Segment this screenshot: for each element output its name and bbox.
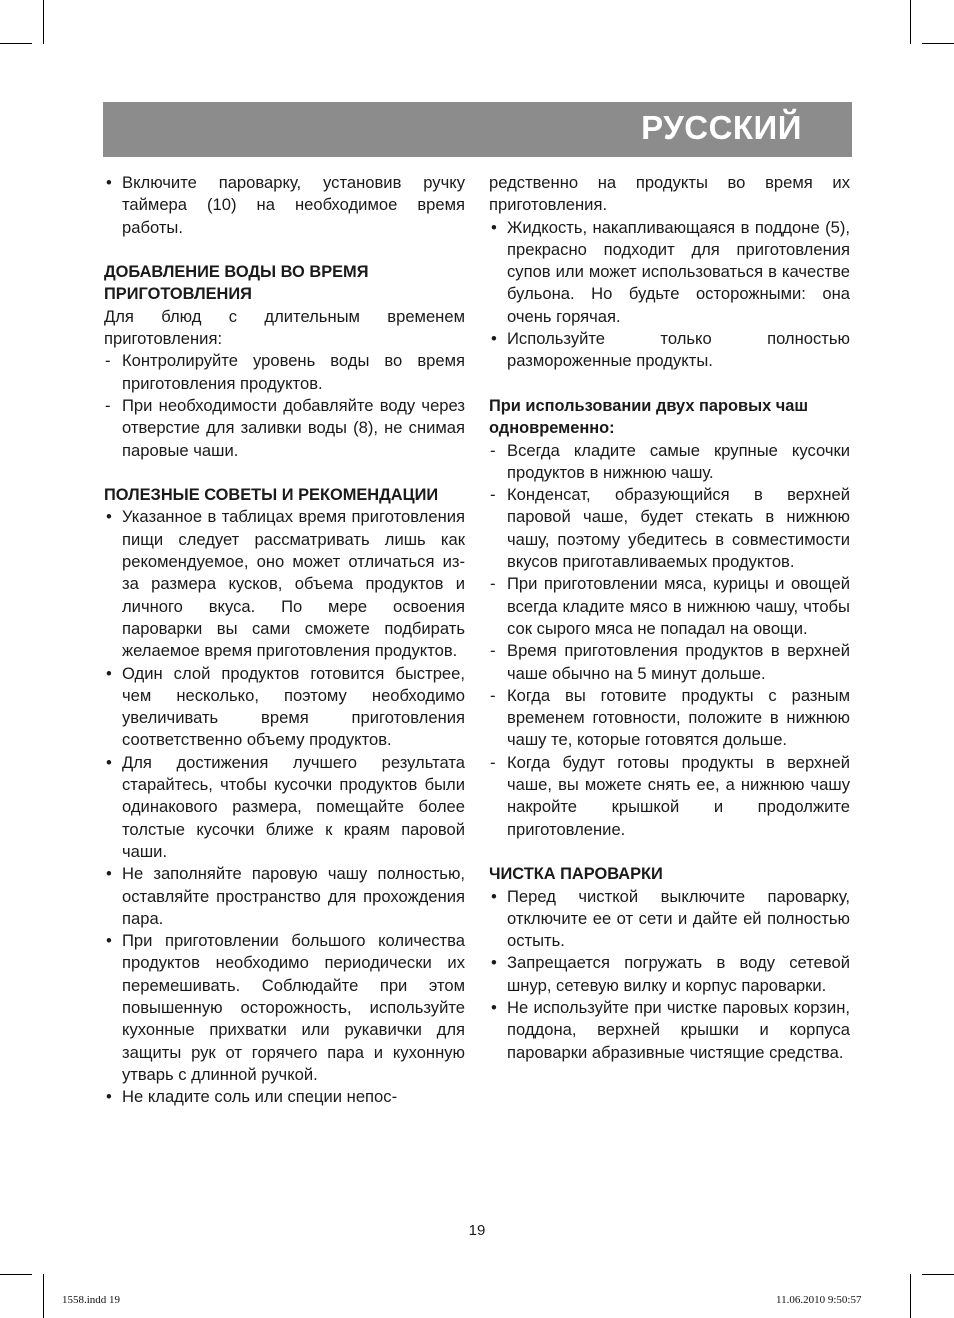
dash-list-item bbox=[489, 484, 850, 573]
bullet-list-item bbox=[489, 997, 850, 1064]
bullet-marker: • bbox=[106, 663, 112, 683]
list-item-text: Один слой продуктов готовится быстрее, чем несколько, поэтому необходимо увеличивать время приготовления соответственно объему продуктов. bbox=[122, 663, 465, 750]
bullet-list-item bbox=[104, 172, 465, 239]
dash-list-item bbox=[489, 573, 850, 640]
language-header-bar bbox=[103, 102, 852, 157]
dash-marker: - bbox=[490, 574, 496, 594]
section-heading: ПОЛЕЗНЫЕ СОВЕТЫ И РЕКОМЕНДАЦИИ bbox=[104, 486, 439, 505]
dash-marker: - bbox=[490, 440, 496, 460]
bullet-list-item bbox=[104, 663, 465, 752]
section-spacer bbox=[104, 239, 465, 261]
crop-mark bbox=[0, 1274, 32, 1275]
list-item-text: Всегда кладите самые крупные кусочки продуктов в нижнюю чашу. bbox=[507, 440, 850, 482]
paragraph: Для блюд с длительным временем приготовления: bbox=[104, 306, 465, 349]
slug-file-info: 1558.indd 19 bbox=[62, 1294, 121, 1306]
crop-mark bbox=[43, 0, 44, 44]
list-item-text: Время приготовления продуктов в верхней чаше обычно на 5 минут дольше. bbox=[507, 641, 850, 683]
continued-paragraph: редственно на продукты во время их приготовления. bbox=[489, 173, 850, 215]
section-spacer bbox=[489, 373, 850, 395]
list-item-text: Указанное в таблицах время приготовления пищи следует рассматривать лишь как рекомендуемое, оно может отличаться из-за размера кусков, объема продуктов и личного вкуса. По мере освоения пароварки вы сами сможете подбирать желаемое время приготовления продуктов. bbox=[122, 507, 465, 661]
right-column bbox=[489, 172, 850, 1064]
dash-list-item bbox=[489, 640, 850, 685]
bullet-marker: • bbox=[491, 997, 497, 1017]
slug-date-time: 11.06.2010 9:50:57 bbox=[776, 1294, 862, 1306]
bullet-list-item bbox=[104, 930, 465, 1086]
dash-marker: - bbox=[490, 485, 496, 505]
bullet-marker: • bbox=[106, 1087, 112, 1107]
list-item-text: Не заполняйте паровую чашу полностью, оставляйте пространство для прохождения пара. bbox=[122, 864, 465, 928]
dash-list-item bbox=[489, 685, 850, 752]
crop-mark bbox=[0, 43, 32, 44]
bullet-list-item bbox=[489, 952, 850, 997]
crop-mark bbox=[910, 1274, 911, 1318]
dash-marker: - bbox=[490, 752, 496, 772]
bullet-marker: • bbox=[106, 507, 112, 527]
bullet-marker: • bbox=[491, 329, 497, 349]
bullet-list-item bbox=[489, 886, 850, 953]
crop-mark bbox=[910, 0, 911, 44]
dash-marker: - bbox=[105, 395, 111, 415]
list-item-text: Используйте только полностью размороженные продукты. bbox=[507, 329, 850, 371]
bullet-list-item bbox=[489, 217, 850, 328]
bullet-marker: • bbox=[491, 886, 497, 906]
list-item-text: Включите пароварку, установив ручку таймера (10) на необходимое время работы. bbox=[122, 173, 465, 237]
list-item-text: При приготовлении большого количества продуктов необходимо периодически их перемешивать. Соблюдайте при этом повышенную осторожность, используйте кухонные прихватки или рукавички для защиты рук от горячего пара и кухонную утварь с длинной ручкой. bbox=[122, 931, 465, 1084]
bullet-list-item bbox=[104, 863, 465, 930]
dash-marker: - bbox=[490, 685, 496, 705]
list-item-text: При приготовлении мяса, курицы и овощей всегда кладите мясо в нижнюю чашу, чтобы сок сырого мяса не попадал на овощи. bbox=[507, 574, 850, 638]
header-title: РУССКИЙ bbox=[641, 109, 802, 146]
list-item-text: Не используйте при чистке паровых корзин, поддона, верхней крышки и корпуса пароварки абразивные чистящие средства. bbox=[507, 997, 850, 1062]
dash-list-item bbox=[489, 440, 850, 485]
bullet-list-item bbox=[104, 752, 465, 863]
list-item-text: Контролируйте уровень воды во время приготовления продуктов. bbox=[122, 351, 465, 393]
section-heading: ДОБАВЛЕНИЕ ВОДЫ ВО ВРЕМЯ ПРИГОТОВЛЕНИЯ bbox=[104, 263, 369, 304]
crop-mark bbox=[922, 43, 954, 44]
section-spacer bbox=[104, 462, 465, 484]
list-item-text: Не кладите соль или специи непос- bbox=[122, 1087, 398, 1107]
bullet-marker: • bbox=[106, 173, 112, 192]
list-item-text: Запрещается погружать в воду сетевой шнур, сетевую вилку и корпус пароварки. bbox=[507, 953, 850, 995]
list-item-text: Перед чисткой выключите пароварку, отключите ее от сети и дайте ей полностью остыть. bbox=[507, 886, 850, 951]
dash-marker: - bbox=[105, 351, 111, 371]
dash-list-item bbox=[489, 752, 850, 841]
bullet-marker: • bbox=[491, 953, 497, 973]
bullet-marker: • bbox=[491, 217, 497, 237]
crop-mark bbox=[43, 1274, 44, 1318]
section-heading: ЧИСТКА ПАРОВАРКИ bbox=[489, 865, 663, 884]
page-number: 19 bbox=[468, 1222, 486, 1239]
list-item-text: Жидкость, накапливающаяся в поддоне (5), прекрасно подходит для приготовления супов или может использоваться в качестве бульона. Но будьте осторожными: она очень горячая. bbox=[507, 217, 850, 326]
list-item-text: Для достижения лучшего результата старайтесь, чтобы кусочки продуктов были одинакового размера, помещайте более толстые кусочки ближе к краям паровой чаши. bbox=[122, 752, 465, 861]
section-heading: При использовании двух паровых чаш одновременно: bbox=[489, 396, 809, 438]
dash-list-item bbox=[104, 350, 465, 395]
list-item-text: Конденсат, образующийся в верхней паровой чаше, будет стекать в нижнюю чашу, поэтому убедитесь в совместимости вкусов приготавливаемых продуктов. bbox=[507, 485, 850, 572]
dash-list-item bbox=[104, 395, 465, 462]
dash-marker: - bbox=[490, 641, 496, 661]
bullet-list-item bbox=[104, 506, 465, 662]
left-column bbox=[104, 172, 465, 1108]
bullet-marker: • bbox=[106, 752, 112, 772]
bullet-list-item bbox=[104, 1086, 465, 1108]
bullet-marker: • bbox=[106, 864, 112, 884]
bullet-list-item bbox=[489, 328, 850, 373]
list-item-text: Когда вы готовите продукты с разным временем готовности, положите в нижнюю чашу те, которые готовятся дольше. bbox=[507, 685, 850, 750]
section-spacer bbox=[489, 841, 850, 863]
bullet-marker: • bbox=[106, 931, 112, 951]
crop-mark bbox=[922, 1274, 954, 1275]
list-item-text: Когда будут готовы продукты в верхней чаше, вы можете снять ее, а нижнюю чашу накройте крышкой и продолжите приготовление. bbox=[507, 752, 850, 839]
list-item-text: При необходимости добавляйте воду через отверстие для заливки воды (8), не снимая паровые чаши. bbox=[122, 395, 465, 460]
